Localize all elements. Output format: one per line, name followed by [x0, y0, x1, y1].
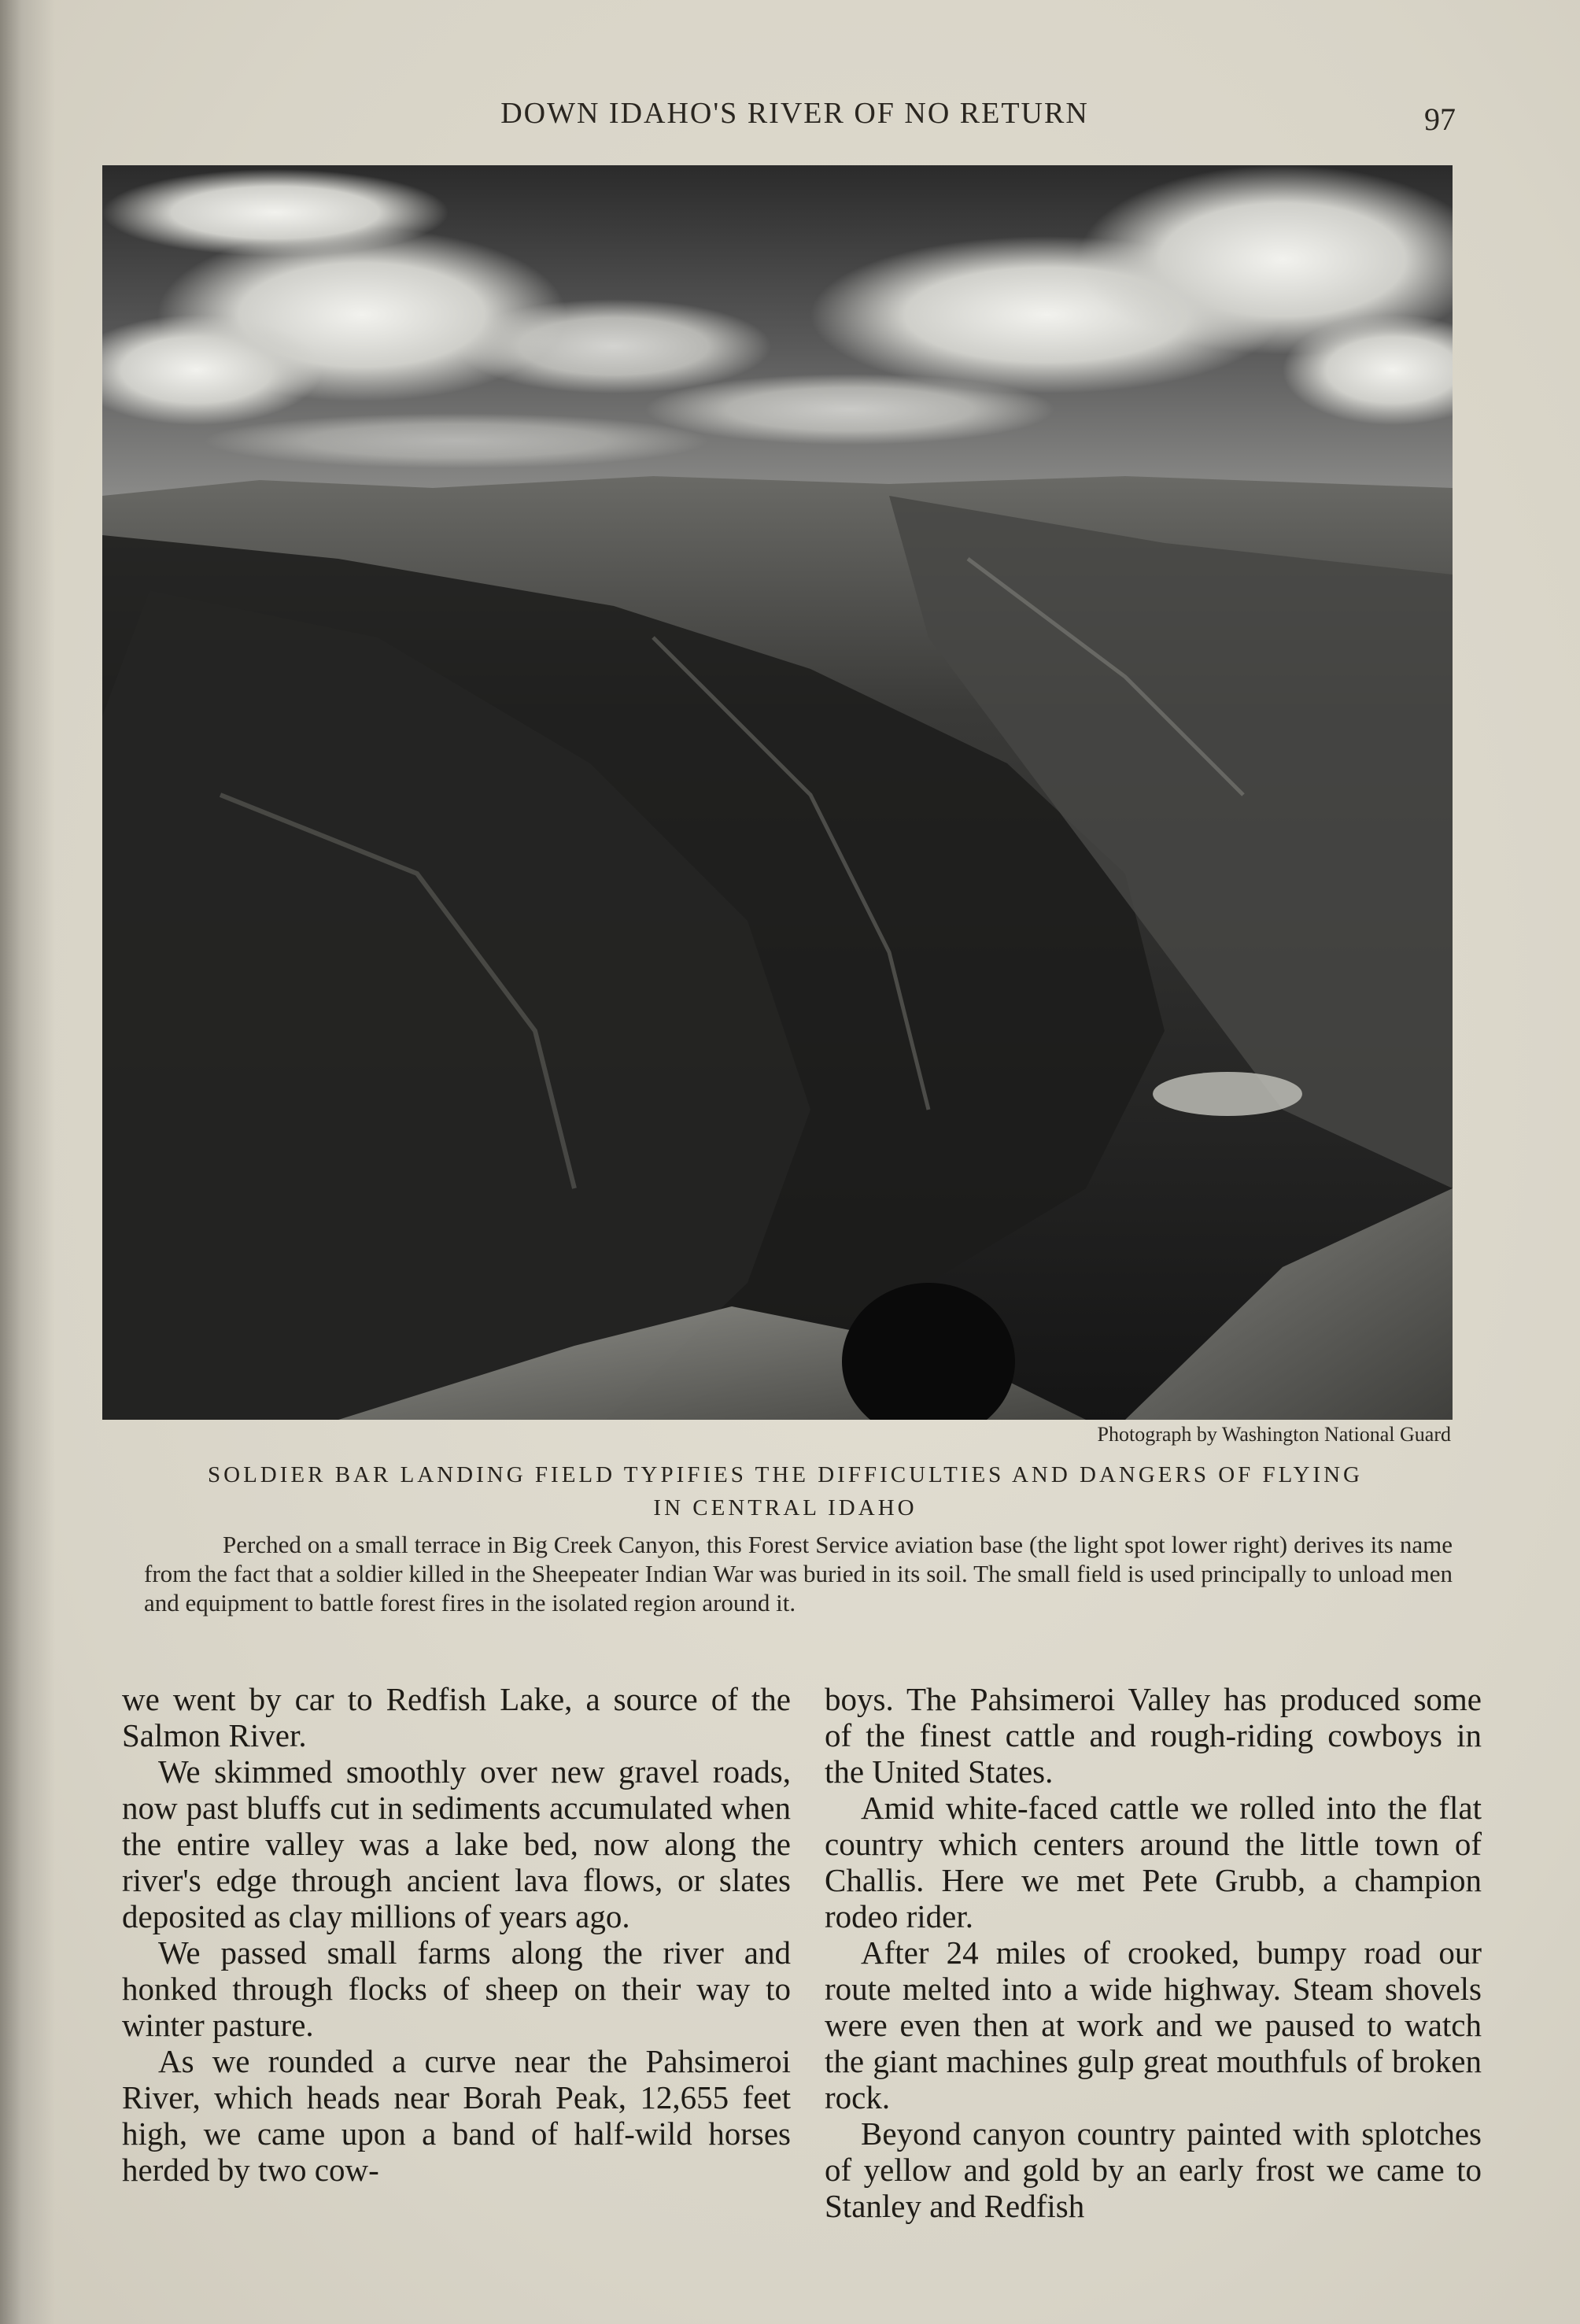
photograph-illustration	[102, 165, 1453, 1420]
canyon-aerial-photograph	[102, 165, 1453, 1420]
paragraph: We skimmed smoothly over new gravel roads, now past bluffs cut in sediments accumulated when the entire valley was a lake bed, now along the river's edge through ancient lava flows, or slates deposited as clay millions of years ago.	[122, 1753, 791, 1934]
figure-caption-body	[144, 1530, 1453, 1617]
caption-paragraph: Perched on a small terrace in Big Creek Canyon, this Forest Service aviation base (the light spot lower right) derives its name from the fact that a soldier killed in the Sheepeater Indian War was buried in its soil. The small field is used principally to unload men and equipment to battle forest fires in the isolated region around it.	[144, 1531, 1453, 1616]
caption-title-line-2: IN CENTRAL IDAHO	[653, 1495, 917, 1520]
paragraph: After 24 miles of crooked, bumpy road our route melted into a wide highway. Steam shovels were even then at work and we paused to watch the giant machines gulp great mouthfuls of broken rock.	[825, 1934, 1482, 2115]
article-column-right	[825, 1681, 1482, 2224]
photo-credit: Photograph by Washington National Guard	[1097, 1423, 1451, 1446]
figure-caption-title	[118, 1458, 1453, 1524]
paragraph: Beyond canyon country painted with splotches of yellow and gold by an early frost we came to Stanley and Redfish	[825, 2115, 1482, 2224]
page-gutter-shadow	[0, 0, 55, 2324]
running-header-title: DOWN IDAHO'S RIVER OF NO RETURN	[500, 97, 1089, 130]
paragraph: we went by car to Redfish Lake, a source of the Salmon River.	[122, 1681, 791, 1753]
caption-title-line-1: SOLDIER BAR LANDING FIELD TYPIFIES THE DIFFICULTIES AND DANGERS OF FLYING	[208, 1462, 1363, 1487]
page-number: 97	[1424, 102, 1456, 137]
paragraph: As we rounded a curve near the Pahsimeroi River, which heads near Borah Peak, 12,655 feet high, we came upon a band of half-wild horses herded by two cow-	[122, 2043, 791, 2188]
paragraph: boys. The Pahsimeroi Valley has produced some of the finest cattle and rough-riding cowboys in the United States.	[825, 1681, 1482, 1790]
landing-field-spot	[1153, 1072, 1302, 1116]
paragraph: Amid white-faced cattle we rolled into the flat country which centers around the little town of Challis. Here we met Pete Grubb, a champion rodeo rider.	[825, 1790, 1482, 1934]
paragraph: We passed small farms along the river and honked through flocks of sheep on their way to winter pasture.	[122, 1934, 791, 2043]
article-column-left	[122, 1681, 791, 2188]
